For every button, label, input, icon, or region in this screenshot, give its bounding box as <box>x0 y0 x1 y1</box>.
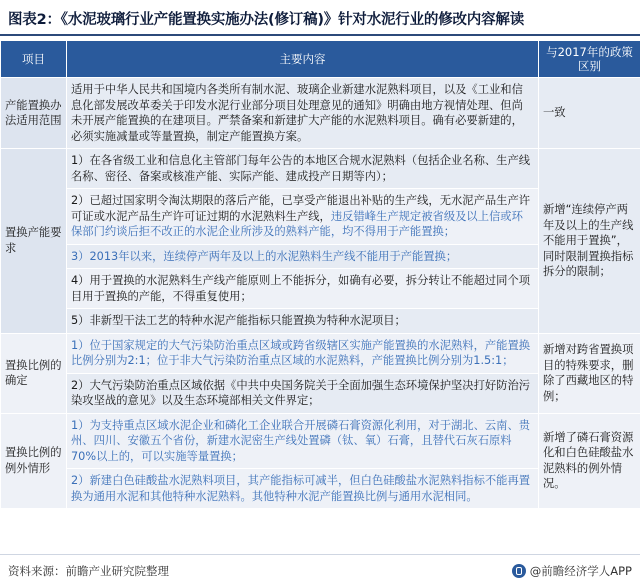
header-content: 主要内容 <box>67 41 539 78</box>
row-item-ratio: 置换比例的确定 <box>1 333 67 413</box>
row-item-scope: 产能置换办法适用范围 <box>1 78 67 149</box>
row-diff-scope: 一致 <box>539 78 640 149</box>
table-row <box>1 333 640 373</box>
req-point-2b: 违反错峰生产规定被省级及以上信或环保部门约谈后拒不改正的水泥企业所涉及的熟料产能，均不得用于产能置换； <box>71 210 523 239</box>
ratio-point-1: 1）位于国家规定的大气污染防治重点区域或跨省级辖区实施产能置换的水泥熟料，产能置换比例分别为2:1；位于非大气污染防治重点区域的水泥熟料，产能置换比例分别为1.5:1； <box>67 333 539 373</box>
table-row <box>1 78 640 149</box>
table-header-row <box>1 41 640 78</box>
title-rule <box>0 34 640 36</box>
row-diff-ratio: 新增对跨省置换项目的特殊要求，删除了西藏地区的特例； <box>539 333 640 413</box>
figure-title: 图表2：《水泥玻璃行业产能置换实施办法(修订稿)》针对水泥行业的修改内容解读 <box>8 8 632 32</box>
exception-point-2: 2）新建白色硅酸盐水泥熟料项目，其产能指标可减半，但白色硅酸盐水泥熟料指标不能再置换为通用水泥和其他特种水泥熟料。其他特种水泥产能置换比例与通用水泥相同。 <box>67 469 539 509</box>
ratio-point-2: 2）大气污染防治重点区域依据《中共中央国务院关于全面加强生态环境保护坚决打好防治污染攻坚战的意见》以及生态环境部相关文件界定； <box>67 373 539 413</box>
row-content-scope: 适用于中华人民共和国境内各类所有制水泥、玻璃企业新建水泥熟料项目，以及《工业和信息化部发展改革委关于印发水泥行业部分项目处理意见的通知》明确由地方视情处理、但尚未开展产能置换的在建项目。严禁备案和新建扩大产能的水泥熟料项目。确有必要新建的，必须实施减量或等量置换，制定产能置换方案。 <box>67 78 539 149</box>
header-item: 项目 <box>1 41 67 78</box>
table-row <box>1 149 640 189</box>
req-point-4: 4）用于置换的水泥熟料生产线产能原则上不能拆分，如确有必要，拆分转让不能超过同个项目用于置换的产能，不得重复使用； <box>67 269 539 309</box>
header-diff: 与2017年的政策区别 <box>539 41 640 78</box>
row-diff-exception: 新增了磷石膏资源化和白色硅酸盐水泥熟料的例外情况。 <box>539 413 640 509</box>
req-point-5: 5）非新型干法工艺的特种水泥产能指标只能置换为特种水泥项目； <box>67 309 539 334</box>
exception-point-1: 1）为支持重点区域水泥企业和磷化工企业联合开展磷石膏资源化利用，对于湖北、云南、贵州、四川、安徽五个省份，新建水泥密生产线处置磷（钛、氧）石膏，且替代石灰石原料70%以上的，可以实施等量置换； <box>67 413 539 469</box>
req-point-3: 3）2013年以来，连续停产两年及以上的水泥熟料生产线不能用于产能置换； <box>67 244 539 269</box>
req-point-2 <box>67 189 539 245</box>
footer <box>0 554 640 587</box>
brand-logo-icon <box>512 564 526 578</box>
table-row <box>1 413 640 469</box>
row-item-req: 置换产能要求 <box>1 149 67 334</box>
row-diff-req: 新增“连续停产两年及以上的生产线不能用于置换”，同时限制置换指标拆分的限制； <box>539 149 640 334</box>
req-point-1: 1）在各省级工业和信息化主管部门每年公告的本地区合规水泥熟料（包括企业名称、生产线名称、密径、备案或核准产能、实际产能、建成投产日期等内）； <box>67 149 539 189</box>
req-point-2a: 2）已超过国家明令淘汰期限的落后产能，已享受产能退出补贴的生产线，无水泥产品生产许可证或水泥产品生产许可证过期的水泥熟料生产线， <box>71 194 530 223</box>
row-item-exception: 置换比例的例外情形 <box>1 413 67 509</box>
policy-table <box>0 40 640 509</box>
brand <box>512 563 632 579</box>
source-note: 资料来源：前瞻产业研究院整理 <box>8 563 169 579</box>
brand-label: @前瞻经济学人APP <box>530 563 632 579</box>
